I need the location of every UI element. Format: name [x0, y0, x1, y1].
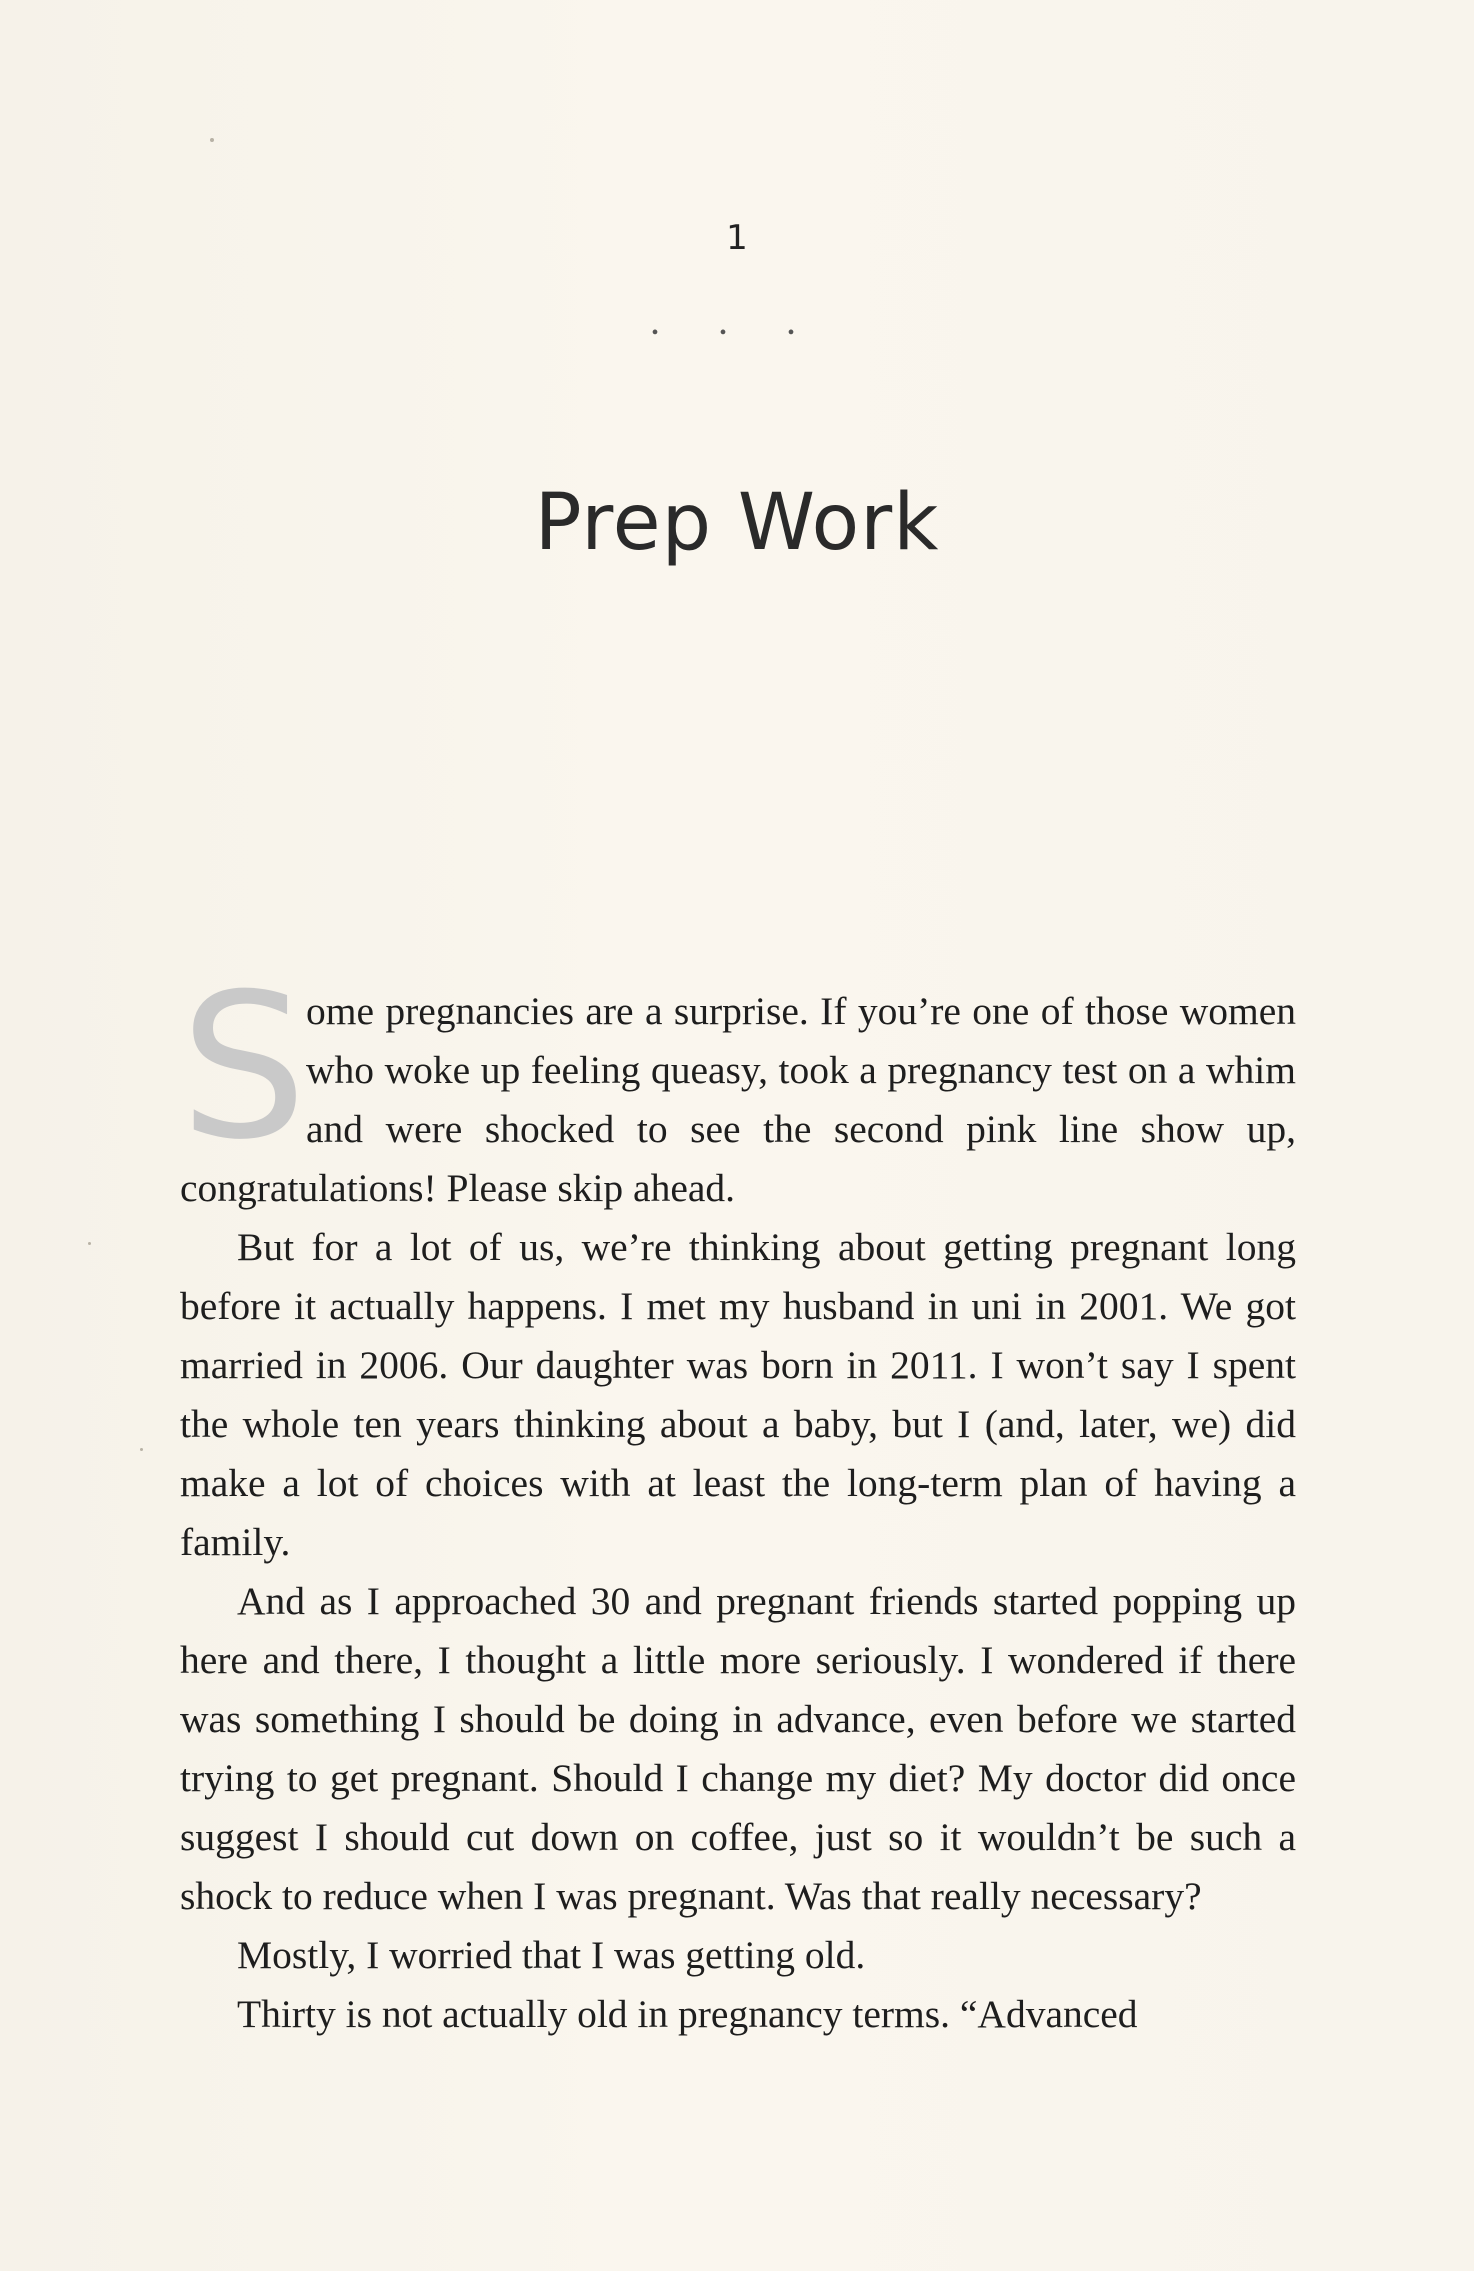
paragraph-1 — [180, 951, 1296, 1218]
paper-speck — [88, 1242, 91, 1245]
paragraph-4: Mostly, I worried that I was getting old. — [237, 1933, 866, 1977]
paragraph-3: And as I approached 30 and pregnant friends started popping up here and there, I thought a little more seriously. I wondered if there was something I should be doing in advance, even before we started trying to get pregnant. Should I change my diet? My doctor did once suggest I should cut down on coffee, just so it wouldn’t be such a shock to reduce when I was pregnant. Was that really necessary? — [180, 1579, 1296, 1918]
paper-speck — [140, 1448, 143, 1451]
chapter-title: Prep Work — [534, 478, 940, 568]
chapter-ornament: • • • — [651, 322, 823, 344]
paragraph-2: But for a lot of us, we’re thinking about getting pregnant long before it actually happens. I met my husband in uni in 2001. We got married in 2006. Our daughter was born in 2011. I won’t say I spent the whole ten years thinking about a baby, but I (and, later, we) did make a lot of choices with at least the long-term plan of having a family. — [180, 1225, 1296, 1564]
paragraph-1-text: ome pregnancies are a surprise. If you’re one of those women who woke up feeling queasy, took a pregnancy test on a whim and were shocked to see the second pink line show up, congratulations! Please skip ahead. — [180, 989, 1296, 1210]
drop-cap: S — [180, 951, 307, 1184]
chapter-number: 1 — [726, 218, 748, 258]
paragraph-5: Thirty is not actually old in pregnancy terms. “Advanced — [237, 1992, 1138, 2036]
paper-speck — [210, 138, 214, 142]
chapter-body — [180, 951, 1296, 2044]
